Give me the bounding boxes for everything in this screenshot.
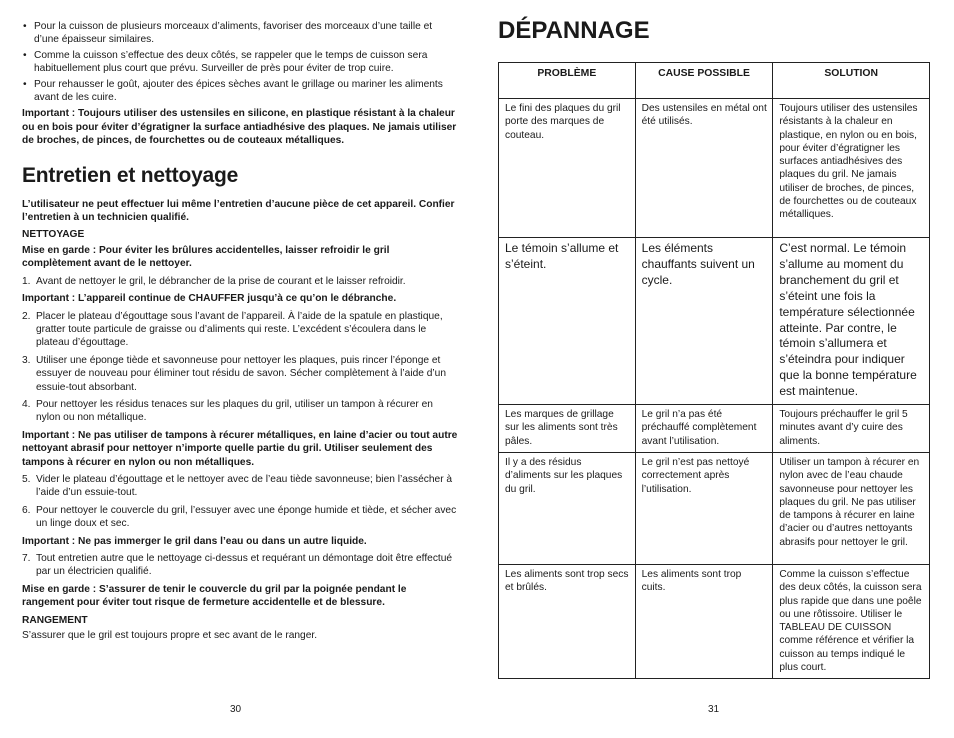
step-item xyxy=(22,354,458,394)
step-number: 4. xyxy=(22,398,31,410)
step-text: Avant de nettoyer le gril, le débrancher de la prise de courant et le laisser refroidir. xyxy=(36,275,406,287)
step-item xyxy=(22,552,458,579)
important-utensils-note: Important : Toujours utiliser des ustensiles en silicone, en plastique résistant à la chaleur ou en bois pour éviter d’égratigner la surface antiadhésive des plaques. Ne jamais utiliser de broches, de pinces, de fourchettes ou de couteaux métalliques. xyxy=(22,108,457,147)
step-number: 5. xyxy=(22,473,31,485)
header-cause: CAUSE POSSIBLE xyxy=(635,63,773,99)
step-text: Pour nettoyer les résidus tenaces sur les plaques du gril, utiliser un tampon à récurer en nylon ou non métallique. xyxy=(36,398,433,424)
step-number: 1. xyxy=(22,275,31,287)
tip-item: • Pour rehausser le goût, ajouter des épices sèches avant le grillage ou mariner les aliments avant de les cuire. xyxy=(34,78,458,105)
step-text: Utiliser une éponge tiède et savonneuse pour nettoyer les plaques, puis rincer l’éponge et essuyer de nouveau pour éliminer tout résidu de savon. Sécher complètement à l’aide d’un essuie-tout absorbant. xyxy=(36,354,447,393)
important-metal-note: Important : Ne pas utiliser de tampons à récurer métalliques, en laine d’acier ou tout autre nettoyant abrasif pour nettoyer n’importe quelle partie du gril. Utiliser seulement des tampons à récurer en nylon ou non métalliques. xyxy=(22,429,458,468)
cell-problem: Les aliments sont trop secs et brûlés. xyxy=(499,564,636,678)
page-number-left: 30 xyxy=(230,704,242,715)
header-problem: PROBLÈME xyxy=(499,63,636,99)
step-item xyxy=(22,473,458,500)
step-item xyxy=(22,275,458,288)
table-row xyxy=(499,99,930,238)
cleaning-steps-cont xyxy=(22,310,458,425)
cleaning-steps-cont3 xyxy=(22,552,458,579)
step-text: Pour nettoyer le couvercle du gril, l’essuyer avec une éponge humide et tiède, et sécher avec un linge doux et sec. xyxy=(36,504,457,530)
tip-item: • Pour la cuisson de plusieurs morceaux d’aliments, favoriser des morceaux d’une taille et d’une épaisseur similaires. xyxy=(34,20,458,47)
cell-solution: Utiliser un tampon à récurer en nylon avec de l’eau chaude savonneuse pour nettoyer les plaques du gril. Ne pas utiliser de tampons à récurer en laine d’acier ou d’autres nettoyants abrasifs pour nettoyer le gril. xyxy=(773,452,930,564)
cell-cause: Des ustensiles en métal ont été utilisés. xyxy=(635,99,773,238)
cleaning-steps xyxy=(22,275,458,288)
cell-solution: Toujours utiliser des ustensiles résistants à la chaleur en plastique, en nylon ou en bois, pour éviter d’égratigner les surfaces antiadhésives des plaques du gril. Ne jamais utiliser de broches, de pinces, de fourchettes ou de couteaux métalliques. xyxy=(773,99,930,238)
cell-solution: Toujours préchauffer le gril 5 minutes avant d’y cuire des aliments. xyxy=(773,405,930,453)
cell-problem: Le fini des plaques du gril porte des marques de couteau. xyxy=(499,99,636,238)
troubleshooting-title: DÉPANNAGE xyxy=(498,17,650,44)
section-title: Entretien et nettoyage xyxy=(22,163,239,187)
cell-cause: Les éléments chauffants suivent un cycle. xyxy=(635,238,773,405)
page-number-right: 31 xyxy=(708,704,720,715)
cell-problem: Les marques de grillage sur les aliments sont très pâles. xyxy=(499,405,636,453)
tips-list xyxy=(22,20,458,104)
table-row xyxy=(499,452,930,564)
step-text: Placer le plateau d’égouttage sous l’avant de l’appareil. À l’aide de la spatule en plastique, gratter toute particule de graisse ou d’aliments qui reste. L’excédent s’écoulera dans le plateau d’égouttage. xyxy=(36,310,443,349)
cleaning-heading: NETTOYAGE xyxy=(22,229,85,241)
important-immerse-note: Important : Ne pas immerger le gril dans l’eau ou dans un autre liquide. xyxy=(22,535,367,547)
cell-cause: Les aliments sont trop cuits. xyxy=(635,564,773,678)
cell-solution: C’est normal. Le témoin s’allume au moment du branchement du gril et s’éteint une fois la température sélectionnée atteinte. Par contre, le témoin s’allumera et s’éteindra pour indiquer que la bonne température est maintenue. xyxy=(773,238,930,405)
caution-handle: Mise en garde : S’assurer de tenir le couvercle du gril par la poignée pendant le rangement pour éviter tout risque de fermeture accidentelle et de blessure. xyxy=(22,583,407,609)
step-number: 6. xyxy=(22,504,31,516)
cell-problem: Le témoin s’allume et s’éteint. xyxy=(499,238,636,405)
storage-heading: RANGEMENT xyxy=(22,614,88,626)
step-number: 2. xyxy=(22,310,31,322)
header-solution: SOLUTION xyxy=(773,63,930,99)
tip-item: • Comme la cuisson s’effectue des deux côtés, se rappeler que le temps de cuisson sera habituellement plus court que prévu. Surveiller de près pour éviter de trop cuire. xyxy=(34,49,458,76)
step-item xyxy=(22,398,458,425)
step-number: 7. xyxy=(22,553,31,564)
table-row xyxy=(499,238,930,405)
step-text: Tout entretien autre que le nettoyage ci-dessus et requérant un démontage doit être effectué par un électricien qualifié. xyxy=(36,553,453,578)
table-row xyxy=(499,564,930,678)
step-item xyxy=(22,310,458,350)
storage-text: S’assurer que le gril est toujours propre et sec avant de le ranger. xyxy=(22,630,318,642)
caution-cool: Mise en garde : Pour éviter les brûlures accidentelles, laisser refroidir le gril complètement avant de le nettoyer. xyxy=(22,244,390,270)
table-row xyxy=(499,405,930,453)
cell-cause: Le gril n’a pas été préchauffé complètement avant l’utilisation. xyxy=(635,405,773,453)
table-header-row xyxy=(499,63,930,99)
important-heat-note: Important : L’appareil continue de CHAUFFER jusqu’à ce qu’on le débranche. xyxy=(22,293,397,305)
step-number: 3. xyxy=(22,354,31,366)
step-item xyxy=(22,504,458,531)
cell-problem: Il y a des résidus d’aliments sur les plaques du gril. xyxy=(499,452,636,564)
step-text: Vider le plateau d’égouttage et le nettoyer avec de l’eau tiède savonneuse; bien l’assécher à l’aide d’un essuie-tout. xyxy=(36,473,453,499)
cell-solution: Comme la cuisson s’effectue des deux côtés, la cuisson sera plus rapide que dans une poêle ou une rôtissoire. Utiliser le TABLEAU DE CUISSON comme référence et vérifier la cuisson au temps indiqué le plus court. xyxy=(773,564,930,678)
cleaning-steps-cont2 xyxy=(22,473,458,531)
cell-cause: Le gril n’est pas nettoyé correctement après l’utilisation. xyxy=(635,452,773,564)
troubleshooting-table xyxy=(498,62,930,679)
right-page xyxy=(498,14,932,679)
user-notice: L’utilisateur ne peut effectuer lui même l’entretien d’aucune pièce de cet appareil. Confier l’entretien à un technicien qualifié. xyxy=(22,198,455,224)
left-page xyxy=(22,20,458,646)
